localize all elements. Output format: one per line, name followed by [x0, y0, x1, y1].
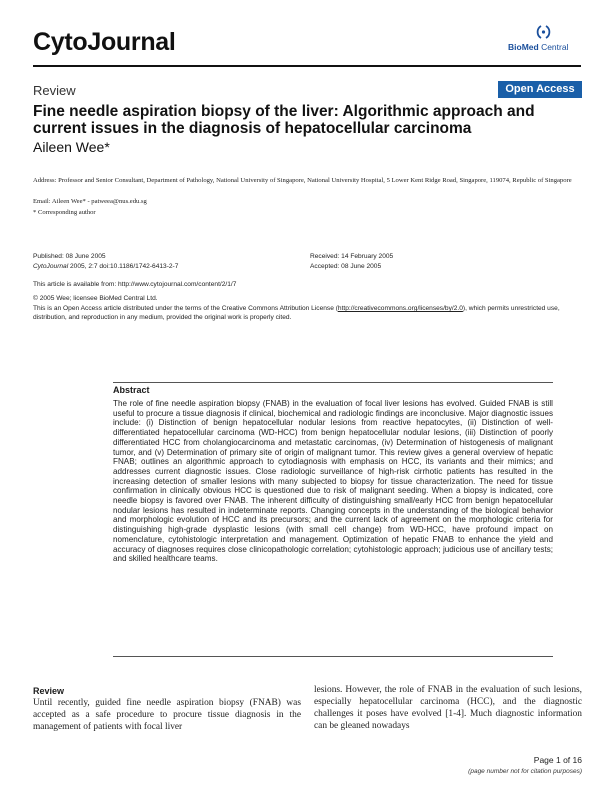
- citation: [33, 262, 303, 272]
- dates-info: [310, 252, 570, 272]
- abstract-top-divider: [113, 382, 553, 383]
- license-text: [33, 304, 581, 322]
- biomed-logo-icon: [535, 24, 553, 40]
- page-number: Page 1 of 16: [533, 755, 582, 765]
- abstract-body: The role of fine needle aspiration biopsy (FNAB) in the evaluation of focal liver lesions has evolved. Guided FNAB is still useful to procure a tissue diagnosis if clinical, biochemical and radiologic findings are inconclusive. Major diagnostic issues include: (i) Distinction of benign hepatocellular nodular lesions from reactive hepatocytes, (ii) Distinction of well-differentiated hepatocellular carcinoma (WD-HCC) from benign hepatocellular nodular lesions, (iii) Distinction of poorly differentiated HCC from cholangiocarcinoma and metastatic carcinomas, (iv) Determination of histogenesis of malignant tumor, and (v) Determination of primary site of origin of malignant tumor. This review gives a general overview of hepatic FNAB; outlines an algorithmic approach to cytodiagnosis with emphasis on HCC, its variants and their mimics; and addresses current diagnostic issues. Close radiologic surveillance of high-risk cirrhotic patients has resulted in the increasing detection of smaller lesions with many subjected to biopsy for tissue characterization. The need for tissue confirmation in clinically obvious HCC is questioned due to risk of malignant seeding. When a biopsy is indicated, core needle biopsy is favored over FNAB. The inherent difficulty of distinguishing small/early HCC from benign hepatocellular nodular lesions has resulted in indeterminate reports. Changing concepts in the understanding of the biological behavior and morphologic evolution of HCC and its precursors; and the current lack of agreement on the morphologic criteria for distinguishing high-grade dysplastic lesions (with small cell change) from WD-HCC, have profound impact on nomenclature, cytohistologic interpretation and management. Optimization of hepatic FNAB to enhance the yield and accuracy of diagnoses requires close clinicopathologic correlation; cytohistologic approach; judicious use of ancillary tests; and skilled healthcare teams.: [113, 399, 553, 564]
- author-name: Aileen Wee*: [33, 139, 110, 155]
- article-url[interactable]: This article is available from: http://www.cytojournal.com/content/2/1/7: [33, 281, 237, 288]
- accepted-date: Accepted: 08 June 2005: [310, 263, 382, 270]
- published-date: Published: 08 June 2005: [33, 253, 106, 260]
- publisher-name-rest: Central: [538, 42, 569, 52]
- page-number-note: (page number not for citation purposes): [468, 768, 582, 775]
- citation-details: 2005, 2:7 doi:10.1186/1742-6413-2-7: [68, 263, 179, 270]
- license-pre: This is an Open Access article distributed under the terms of the Creative Commons Attribution License (: [33, 305, 338, 312]
- body-column-left: Until recently, guided fine needle aspiration biopsy (FNAB) was accepted as a safe procedure to procure tissue diagnosis in the management of patients with focal liver: [33, 698, 301, 732]
- section-heading-review: Review: [33, 686, 65, 696]
- publication-info: [33, 252, 303, 272]
- publisher-logo[interactable]: [508, 24, 582, 54]
- author-address: Address: Professor and Senior Consultant, Department of Pathology, National University of Singapore, National University Hospital, 5 Lower Kent Ridge Road, Singapore, 119074, Republic of Singapore: [33, 177, 572, 184]
- received-date: Received: 14 February 2005: [310, 253, 394, 260]
- publisher-name-bold: BioMed: [508, 42, 539, 52]
- article-title: Fine needle aspiration biopsy of the liver: Algorithmic approach and current issues in the diagnosis of hepatocellular carcinoma: [33, 103, 535, 137]
- license-link[interactable]: http://creativecommons.org/licenses/by/2.0: [337, 305, 463, 312]
- header-divider: [33, 65, 581, 67]
- article-type: Review: [33, 83, 76, 98]
- author-email[interactable]: Email: Aileen Wee* - patweea@nus.edu.sg: [33, 198, 147, 205]
- abstract-heading: Abstract: [113, 385, 150, 395]
- open-access-badge: Open Access: [498, 81, 582, 98]
- corresponding-note: * Corresponding author: [33, 209, 96, 216]
- copyright-line: © 2005 Wee; licensee BioMed Central Ltd.: [33, 295, 158, 302]
- body-column-right: lesions. However, the role of FNAB in the evaluation of such lesions, especially hepatocellular carcinoma (HCC), and the diagnostic challenges it poses have evolved [1-4]. Much diagnostic information can be gleaned nowadays: [314, 685, 582, 731]
- citation-journal: CytoJournal: [33, 263, 69, 270]
- license-post: ), which permits unrestricted use, distribution, and reproduction in any medium, provided the original work is properly cited.: [33, 305, 560, 321]
- journal-title: CytoJournal: [33, 28, 176, 56]
- abstract-bottom-divider: [113, 656, 553, 657]
